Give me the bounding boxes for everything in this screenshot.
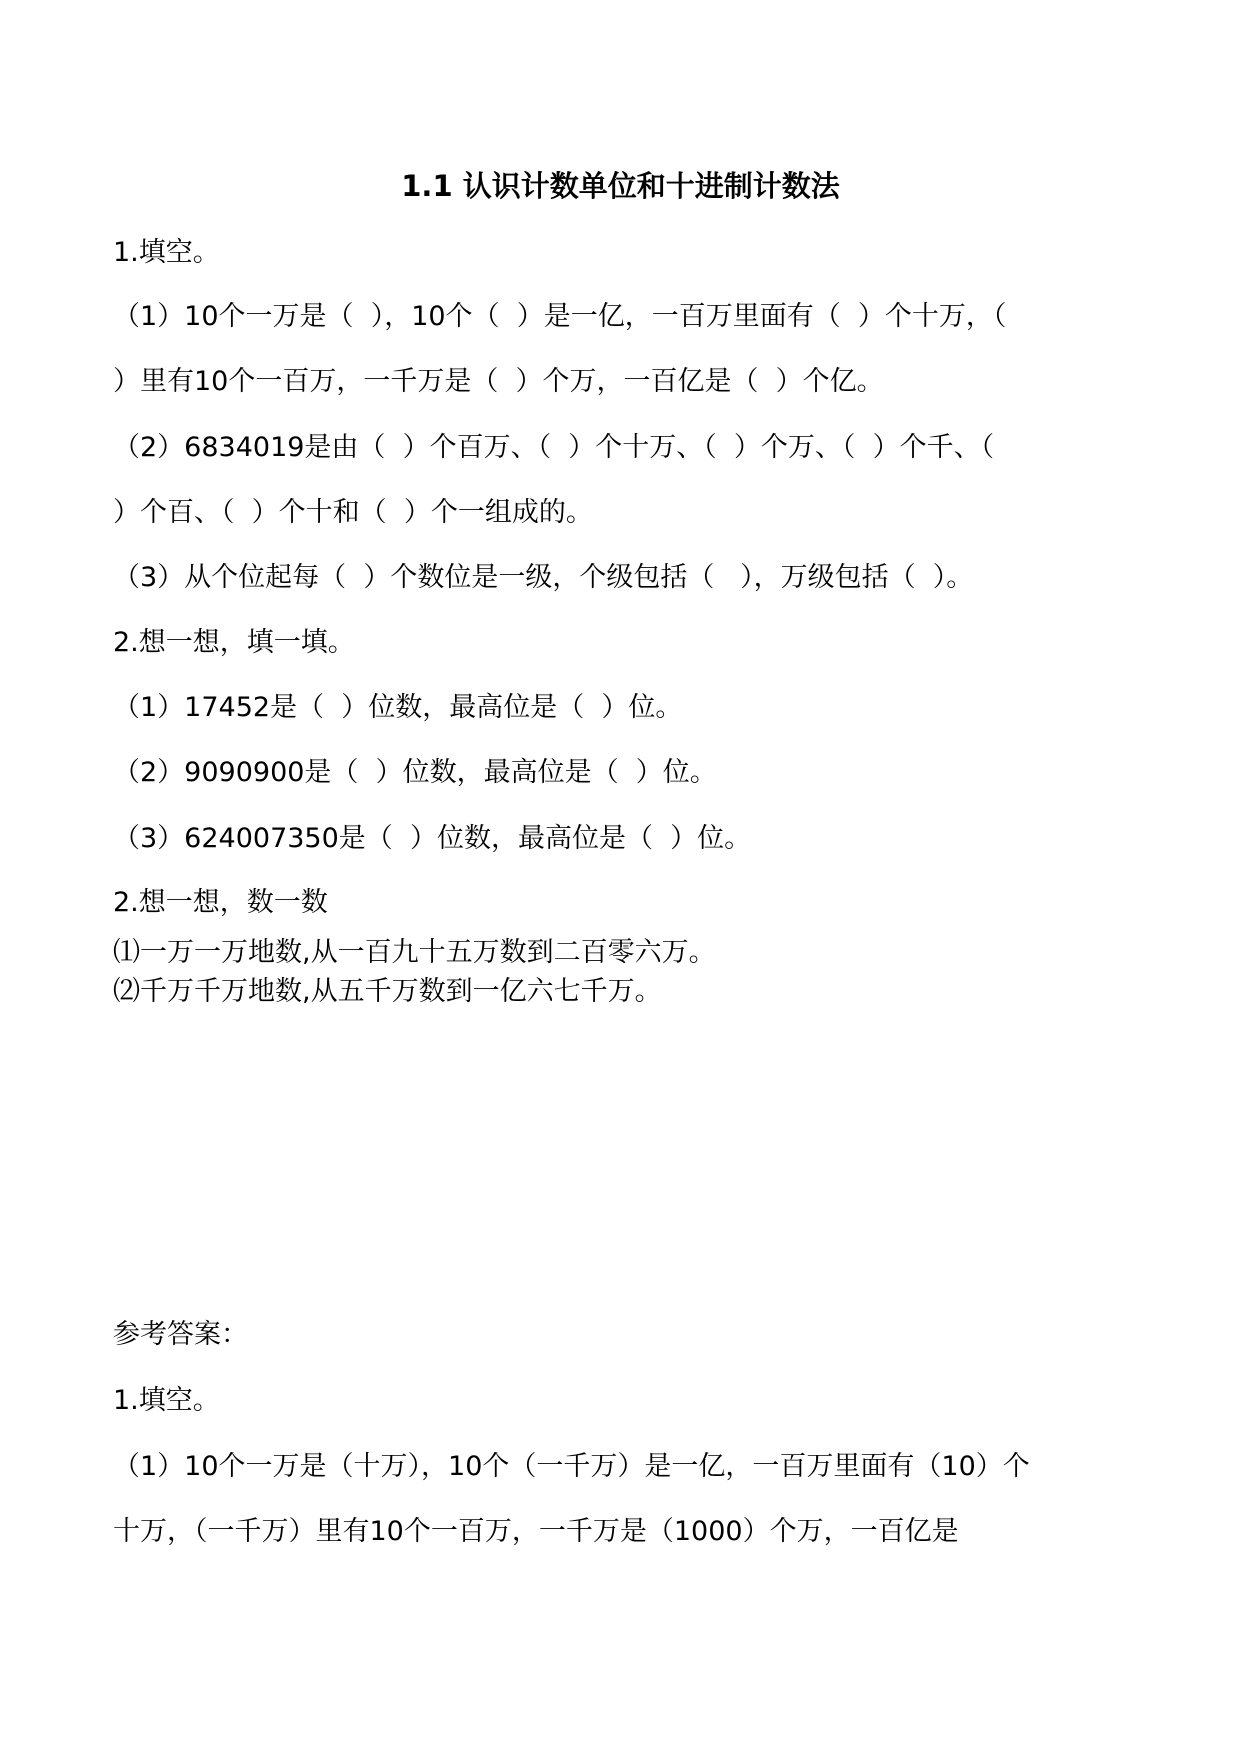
answer-1-1-line1: （1）10个一万是（十万），10个（一千万）是一亿，一百万里面有（10）个: [113, 1451, 1030, 1482]
question-1-2-line1: （2）6834019是由（ ）个百万、（ ）个十万、（ ）个万、（ ）个千、（: [113, 432, 995, 463]
question-2-2: （2）9090900是（ ）位数，最高位是（ ）位。: [113, 757, 717, 788]
section1-heading: 1.填空。: [113, 237, 220, 268]
question-2-3: （3）624007350是（ ）位数，最高位是（ ）位。: [113, 823, 752, 854]
question-1-1-line2: ）里有10个一百万，一千万是（ ）个万，一百亿是（ ）个亿。: [113, 366, 884, 397]
question-1-1-line1: （1）10个一万是（ ），10个（ ）是一亿，一百万里面有（ ）个十万，（: [113, 301, 1007, 332]
page-title: 1.1 认识计数单位和十进制计数法: [401, 169, 840, 203]
answer-1-1-line2: 十万，（一千万）里有10个一百万，一千万是（1000）个万，一百亿是: [113, 1516, 959, 1547]
section2-heading: 2.想一想，填一填。: [113, 627, 355, 658]
question-3-1: ⑴一万一万地数,从一百九十五万数到二百零六万。: [113, 937, 716, 968]
section3-heading: 2.想一想，数一数: [113, 887, 328, 918]
question-3-2: ⑵千万千万地数,从五千万数到一亿六七千万。: [113, 976, 662, 1007]
answers-section1-heading: 1.填空。: [113, 1385, 220, 1416]
answers-heading: 参考答案：: [113, 1319, 248, 1350]
question-1-2-line2: ）个百、（ ）个十和（ ）个一组成的。: [113, 497, 593, 528]
question-1-3: （3）从个位起每（ ）个数位是一级，个级包括（ ），万级包括（ ）。: [113, 562, 974, 593]
question-2-1: （1）17452是（ ）位数，最高位是（ ）位。: [113, 692, 683, 723]
